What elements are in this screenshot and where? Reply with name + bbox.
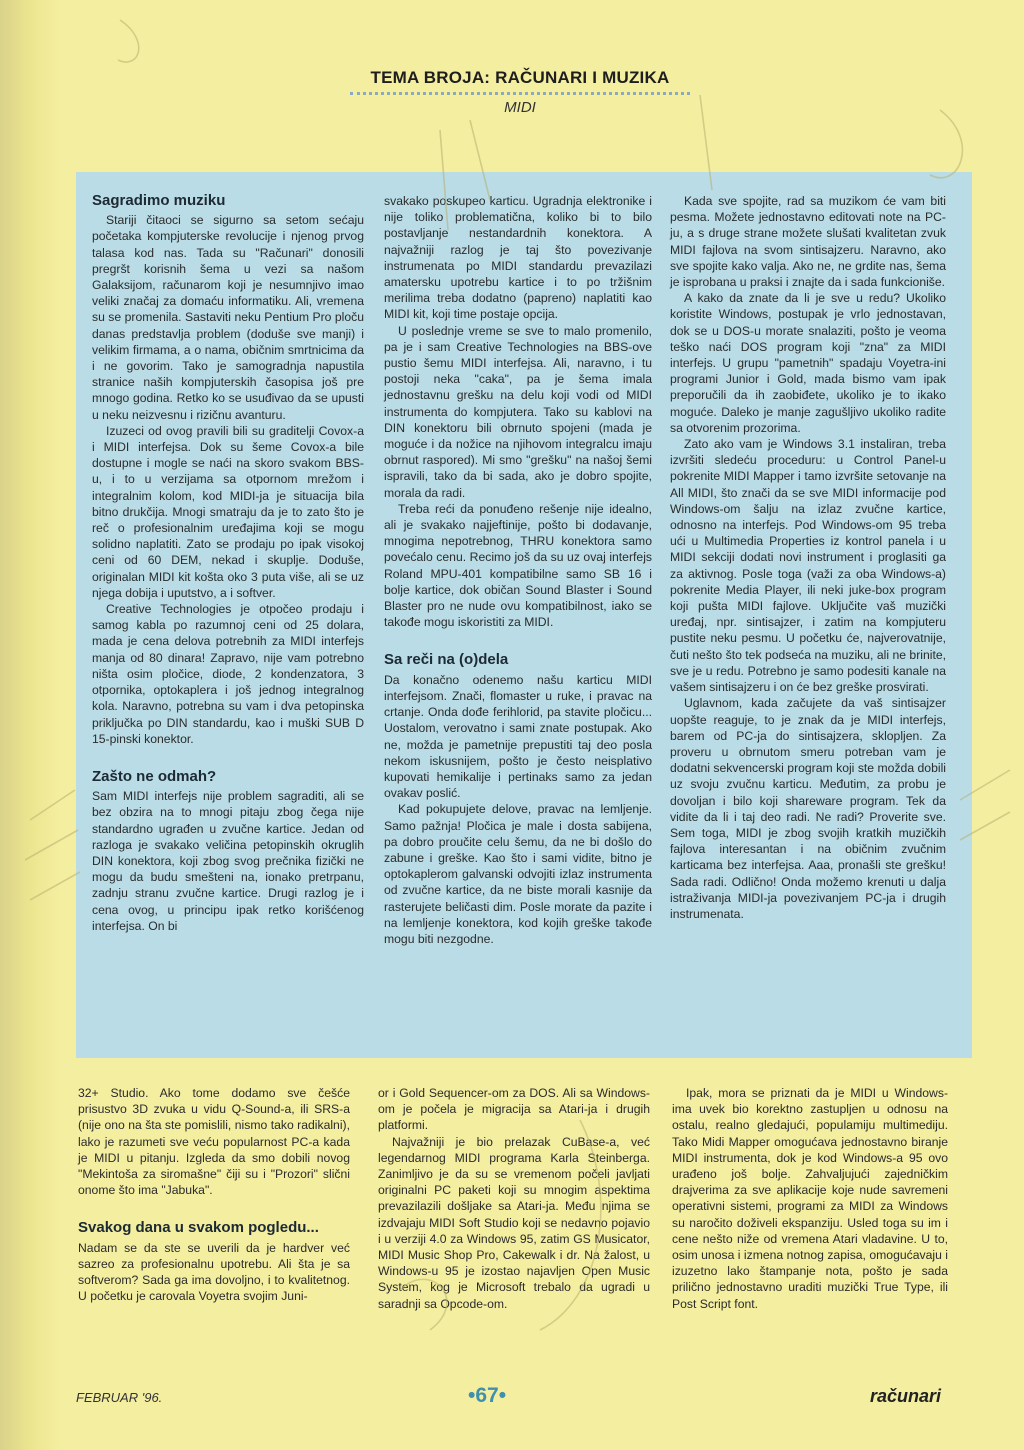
heading-zasto-ne-odmah: Zašto ne odmah? xyxy=(92,767,217,785)
paragraph: Creative Technologies je otpočeo prodaju i samog kabla po razumnoj ceni od 25 dolara, mada je cena delova potrebnih za MIDI interfejs manja od 80 dinara! Zapravo, nije vam potrebno ništa osim pločice, diode, 2 kondenzatora, 3 otpornika, optokaplera i još jednog integralnog kola. Naravno, potrebna su vam i dva petopinska priključka po DIN standardu, kao i muški SUB D 15-pinski konektor. xyxy=(92,602,364,746)
section-subtitle: MIDI xyxy=(504,99,536,116)
paragraph: Nadam se da ste se uverili da je hardver već sazreo za profesionalnu upotrebu. Ali šta je sa softverom? Sada ga ima dovoljno, i to kvalitetnog. U početku je carovala Voyetra svojim Juni- xyxy=(78,1240,350,1304)
paragraph: svakako poskupeo karticu. Ugradnja elektronike i nije toliko problematična, koliko bi to bilo postavljanje nestandardnih konektora. A najvažniji razlog je taj što povezivanje instrumenata po MIDI standardu prevazilazi amatersku upotrebu kartice i to po tržišnim merilima treba dodatno (papreno) naplatiti kao MIDI kit, koji time postaje opcija. xyxy=(384,194,652,322)
paragraph: Stariji čitaoci se sigurno sa setom sećaju početaka kompjuterske revolucije i njenog prvog talasa kod nas. Tada su "Računari" donosili pregršt korisnih šema u vezi sa našom Galaksijom, računarom koji je nesumnjivo imao veliki značaj za domaću informatiku. Ali, vremena su se promenila. Sastaviti neku Pentium Pro ploču danas predstavlja problem (doduše sve manji) i velikim firmama, a o nama, običnim smrtnicima da i ne govorim. Tako je samogradnja napustila stranice naših kompjuterskih časopisa još pre mnogo godina. Retko ko se usuđivao da se upusti u neku neizvesnu i rizičnu avanturu. xyxy=(92,213,364,422)
paragraph: U poslednje vreme se sve to malo promenilo, pa je i sam Creative Technologies na BBS-ove pustio šemu MIDI interfejsa. Ali, naravno, i tu postoji neka "caka", pa je šema imala jednostavnu grešku na delu koji vodi od MIDI instrumenta do kompjutera. Tako su kablovi na DIN konektoru bili obrnuto spojeni (mada je moguće i da nožice na njihovom integralcu imaju obrnut raspored). Mi smo "grešku" na našoj šemi ispravili, tako da bi sada, ako je dobro spojite, morala da radi. xyxy=(384,323,652,500)
section-title: TEMA BROJA: RAČUNARI I MUZIKA xyxy=(370,68,670,87)
paragraph: Uglavnom, kada začujete da vaš sintisajzer uopšte reaguje, to je znak da je MIDI interfejs, barem od PC-ja do sintisajzera, sklopljen. Za proveru u obrnutom smeru potreban vam je dodatni sekvencerski program koji ste možda dobili uz svoju zvučnu karticu. Međutim, za probu je dovoljan i bilo koji shareware program. Tek da vidite da li i taj deo radi. Ne radi? Proverite sve. Sem toga, MIDI je zbog svojih kratkih muzičkih fajlova interesantan i na običnim zvučnim karticama bez interfejsa. Aaa, pronašli ste grešku! Sada radi. Odlično! Onda možemo krenuti u dalja istraživanja MIDI-ja povezivanjem PC-ja i drugih instrumenata. xyxy=(670,696,946,921)
paragraph: Izuzeci od ovog pravili bili su graditelji Covox-a i MIDI interfejsa. Dok su šeme Covox-a bile dostupne i mogle se naći na skoro svakom BBS-u, i to u verzijama sa otpornom mrežom i integralnim kolom, kod MIDI-ja je situacija bila bitno drukčija. Mnogi smatraju da je to zato što je reč o profesionalnim uređajima koji se mogu solidno naplatiti. Zato se prodaju po ipak visokoj ceni od 60 DEM, nekad i skuplje. Doduše, originalan MIDI kit košta oko 3 puta više, ali se uz njega dobija i uputstvo, a i softver. xyxy=(92,423,364,600)
heading-sagradimo-muziku: Sagradimo muziku xyxy=(92,192,226,209)
paragraph: or i Gold Sequencer-om za DOS. Ali sa Windows-om je počela je migracija sa Atari-ja i drugih platformi. xyxy=(378,1086,650,1133)
magazine-logo: računari xyxy=(870,1386,942,1406)
paragraph: Sam MIDI interfejs nije problem sagraditi, ali se bez obzira na to mnogi pitaju zbog čega nije standardno ugrađen u zvučne kartice. Jedan od razloga je svakako veličina petopinskih okruglih DIN konektora, koji zbog svog prečnika fizički ne mogu da budu smešteni na, ionako pretrpanu, zadnju stranu zvučne kartice. Drugi razlog je i cena ovog, u principu ipak retko korišćenog interfejsa. On bi xyxy=(92,789,364,933)
paragraph: 32+ Studio. Ako tome dodamo sve češće prisustvo 3D zvuka u vidu Q-Sound-a, ili SRS-a (nije ono na šta ste pomislili, nismo tako radikalni), lako je razumeti sve veću popularnost PC-a kada je MIDI u pitanju. Izgleda da smo dobili novog "Mekintoša za siromašne" čiji su i "Prozori" slični onome što ima "Jabuka". xyxy=(78,1086,350,1198)
paragraph: Zato ako vam je Windows 3.1 instaliran, treba izvršiti sledeću proceduru: u Control Panel-u pokrenite MIDI Mapper i tamo izvršite setovanje na All MIDI, što znači da se sve MIDI informacije pod Windows-om šalju na izlaz zvučne kartice, odnosno na interfejs. Pod Windows-om 95 treba ući u Multimedia Properties iz kontrol panela i u MIDI sekciji dodati novi instrument i proglasiti ga za aktivnog. Posle toga (važi za oba Windows-a) pokrenite Media Player, ili neki juke-box program koji pušta MIDI fajlove. Uključite vaš muzički uređaj, npr. sintisajzer, i zatim na kompjuteru pustite neku pesmu. U početku će, najverovatnije, čuti nešto što tek podseća na muziku, ali ne brinite, sve je u redu. Potrebno je samo podesiti kanale na vašem sintisajzeru i on će bez greške prosvirati. xyxy=(670,437,946,695)
paragraph: Treba reći da ponuđeno rešenje nije idealno, ali je svakako najjeftinije, pošto bi dodavanje, mnogima nepotrebnog, THRU konektora samo povećalo cenu. Recimo još da su uz ovaj interfejs Roland MPU-401 kompatibilne samo SB 16 i bolje kartice, dok običan Sound Blaster i Sound Blaster pro ne nude ovu kompatibilnost, iako se takođe mogu iskoristiti za MIDI. xyxy=(384,501,652,630)
heading-sa-reci-na-odela: Sa reči na (o)dela xyxy=(384,651,509,669)
issue-date: FEBRUAR '96. xyxy=(76,1390,163,1405)
paragraph: Ipak, mora se priznati da je MIDI u Windows-ima uvek bio korektno zastupljen u odnosu na ostalu, realno gledajući, populamiju multimediju. Tako Midi Mapper omogućava jednostavno biranje MIDI instrumenta, dok je kod Windows-a 95 ovo urađeno još bolje. Zahvaljujući zajedničkim drajverima za sve aplikacije koje nude savremeni operativni sistemi, programi za MIDI za Windows su naročito doživeli ekspanziju. Usled toga su im i cene nešto niže od vremena Atari vladavine. U to, osim unosa i izmena notnog zapisa, omogućavaju i izuzetno lako štampanje nota, pošto je sada prilično jednostavno uraditi muzički True Type, ili Post Script font. xyxy=(672,1086,948,1311)
page-number: •67• xyxy=(468,1384,507,1407)
paragraph: Najvažniji je bio prelazak CuBase-a, već legendarnog MIDI programa Karla Steinberga. Zanimljivo je da su se vremenom počeli javljati originalni PC paketi koji su mnogim aspektima prevazilazili došljake sa Atari-ja. Među njima se izdvajaju MIDI Soft Studio koji se nedavno pojavio i u verziji 4.0 za Windows 95, zatim GS Musicator, MIDI Music Shop Pro, Cakewalk i dr. Na žalost, u Windows-u 95 je izostao najavljen Open Music System, kog je Microsoft trebalo da ugradi u saradnji sa Opcode-om. xyxy=(378,1134,650,1311)
paragraph: A kako da znate da li je sve u redu? Ukoliko koristite Windows, postupak je vrlo jednostavan, dok se u DOS-u morate snalaziti, pošto je veoma teško naći DOS program koji "zna" za MIDI interfejs. U grupu "pametnih" spadaju Voyetra-ini programi Junior i Gold, mada bismo vam ipak preporučili da ih zaobiđete, ukoliko je to ikako moguće. Daleko je manje zagušljivo ukoliko radite sa otvorenim prozorima. xyxy=(670,291,946,435)
paragraph: Da konačno odenemo našu karticu MIDI interfejsom. Znači, flomaster u ruke, i pravac na crtanje. Onda dođe ferihlorid, pa stavite pločicu... Uostalom, verovatno i sami znate postupak. Ako ne, možda je pametnije prepustiti taj deo posla nekom iskusnijem, pošto je često neisplativo kupovati hemikalije i pertinaks samo za jedan ovakav poslić. xyxy=(384,672,652,801)
heading-svakog-dana: Svakog dana u svakom pogledu... xyxy=(78,1219,319,1237)
paragraph: Kad pokupujete delove, pravac na lemljenje. Samo pažnja! Pločica je male i dosta sabijena, pa dobro proučite celu šemu, da ne bi došlo do zabune i greške. Kao što i sami vidite, bitno je optokaplerom galvanski odvojiti izlaz instrumenta od zvučne kartice, da ne biste morali kasnije da rasterujete beličasti dim. Posle morate da pazite i na lemljenje konektora, kod kojih greške takođe mogu biti nezgodne. xyxy=(384,802,652,946)
paragraph: Kada sve spojite, rad sa muzikom će vam biti pesma. Možete jednostavno editovati note na PC-ju, a s druge strane možete slušati kvalitetan zvuk MIDI fajlova na svom sintisajzeru. Naravno, ako sve spojite kako valja. Ako ne, ne grdite nas, šema je isprobana u praksi i znajte da i sada funkcioniše. xyxy=(670,194,946,290)
